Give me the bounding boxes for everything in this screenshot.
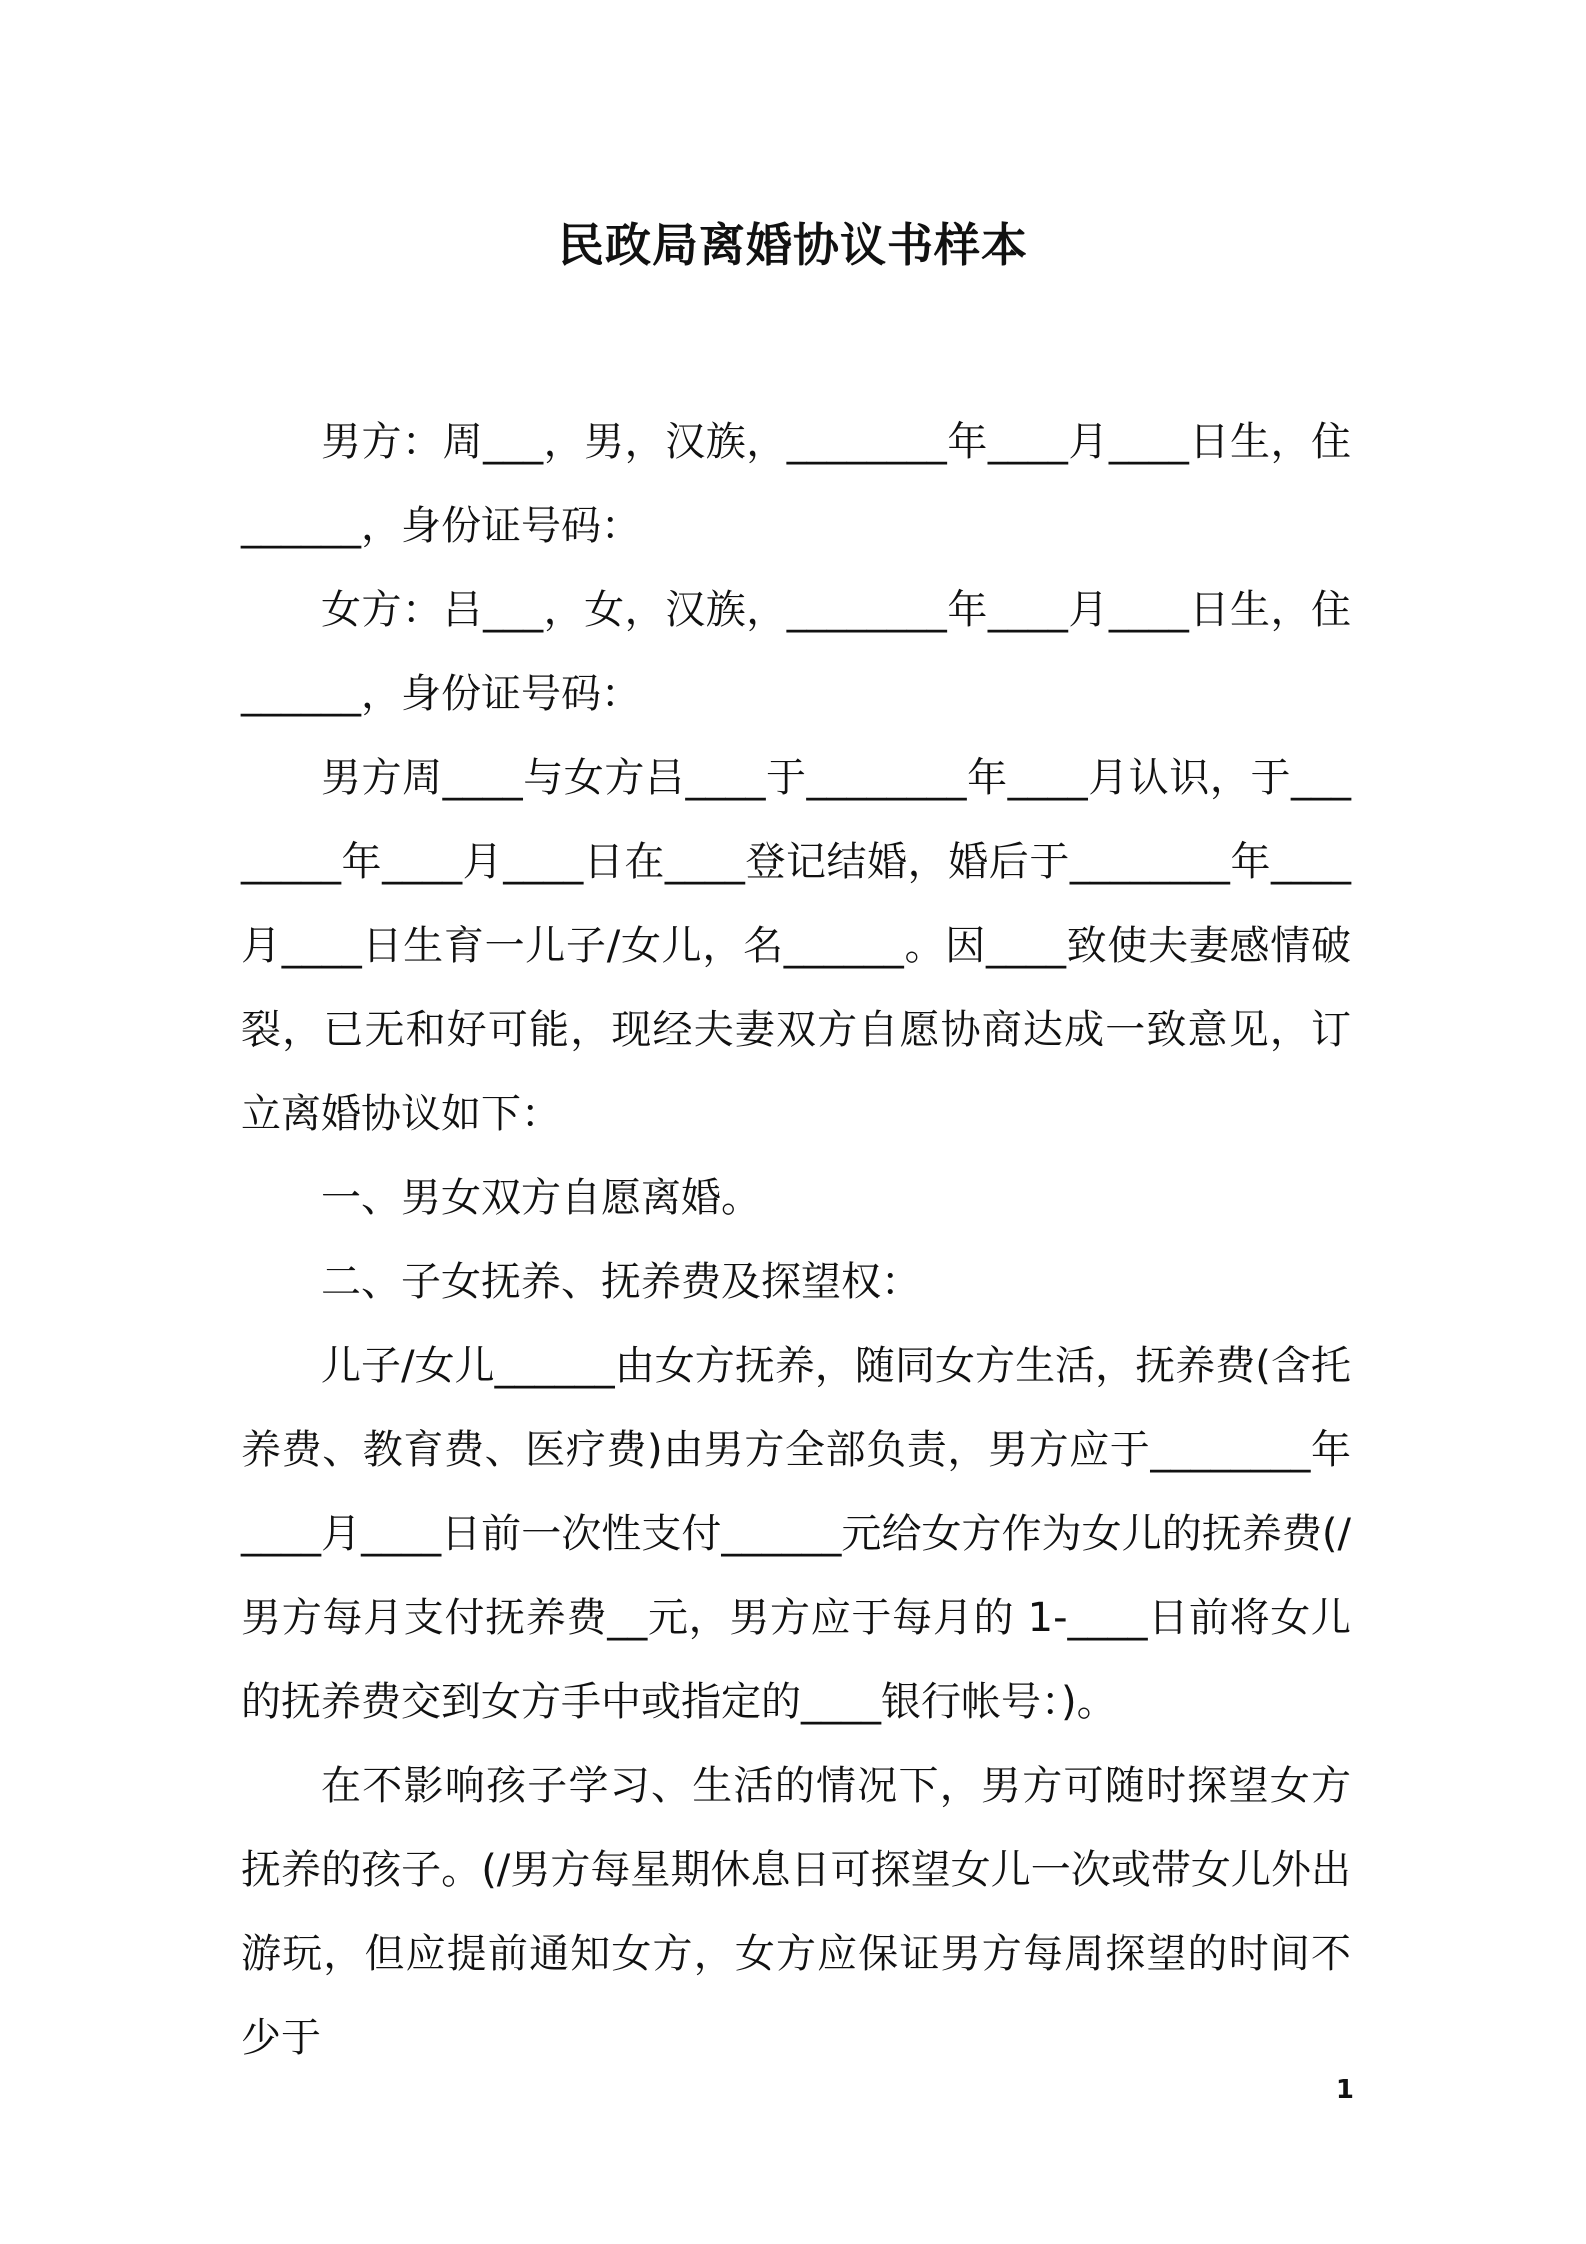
paragraph-visitation: 在不影响孩子学习、生活的情况下，男方可随时探望女方抚养的孩子。(/男方每星期休息日可探望女儿一次或带女儿外出游玩，但应提前通知女方，女方应保证男方每周探望的时间不少于 <box>241 1763 1351 2061</box>
document-body <box>241 400 1351 2080</box>
paragraph-male-party: 男方：周___，男，汉族，________年____月____日生，住______，身份证号码： <box>241 419 1351 549</box>
paragraph-female-party: 女方：吕___，女，汉族，________年____月____日生，住______，身份证号码： <box>241 587 1351 717</box>
paragraph-clause-two-heading: 二、子女抚养、抚养费及探望权： <box>321 1259 921 1305</box>
document-title: 民政局离婚协议书样本 <box>558 218 1028 272</box>
paragraph-clause-one: 一、男女双方自愿离婚。 <box>321 1175 761 1221</box>
paragraph-child-custody: 儿子/女儿______由女方抚养，随同女方生活，抚养费(含托养费、教育费、医疗费)由男方全部负责，男方应于________年____月____日前一次性支付______元给女方作为女儿的抚养费(/男方每月支付抚养费__元，男方应于每月的 1-____日前将女儿的抚养费交到女方手中或指定的____银行帐号：)。 <box>241 1343 1351 1725</box>
page-number: 1 <box>1335 2075 1354 2105</box>
paragraph-marriage-background: 男方周____与女方吕____于________年____月认识，于________年____月____日在____登记结婚，婚后于________年____月____日生育一儿子/女儿，名______。因____致使夫妻感情破裂，已无和好可能，现经夫妻双方自愿协商达成一致意见，订立离婚协议如下： <box>241 755 1351 1137</box>
